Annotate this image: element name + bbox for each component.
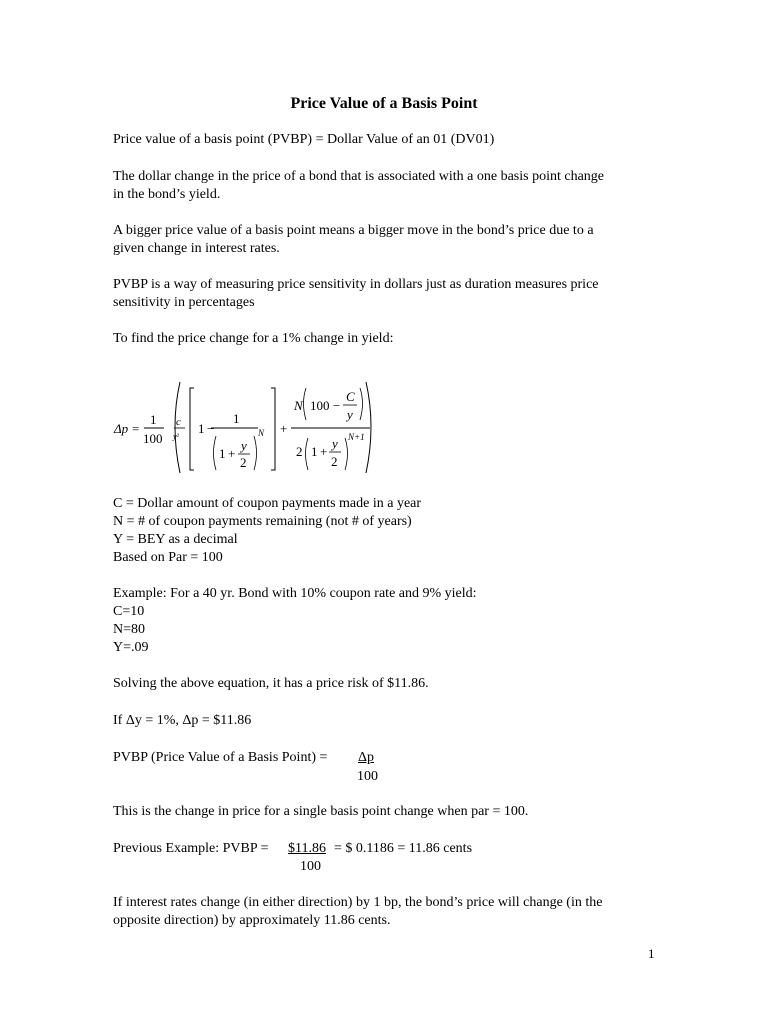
formula-c-den: y²	[173, 432, 179, 441]
formula-frac1-num: 1	[150, 412, 157, 427]
paragraph-sensitivity-2: sensitivity in percentages	[113, 295, 255, 310]
formula-minus-2: −	[333, 398, 341, 413]
formula-plus: +	[280, 421, 288, 436]
previous-example-lhs: Previous Example: PVBP =	[113, 841, 269, 856]
formula-hundred: 100	[310, 398, 330, 413]
formula-c-num: c	[176, 416, 181, 428]
definition-par: Based on Par = 100	[113, 550, 223, 565]
solving-line: Solving the above equation, it has a price risk of $11.86.	[113, 676, 429, 691]
previous-example-rhs: = $ 0.1186 = 11.86 cents	[334, 841, 473, 856]
formula-inner-y: y	[241, 438, 247, 453]
formula-lhs: Δp	[114, 421, 129, 436]
page-number: 1	[648, 946, 655, 961]
formula-y-2: y	[347, 407, 353, 422]
pvbp-formula-den: 100	[357, 769, 378, 784]
formula-exp-n1: N+1	[348, 432, 365, 442]
formula-exp-n: N	[258, 428, 265, 438]
previous-example-num: $11.86	[288, 841, 326, 856]
price-change-formula	[108, 378, 388, 478]
paragraph-dollar-change-1: The dollar change in the price of a bond that is associated with a one basis point change	[113, 169, 605, 184]
paragraph-sensitivity-1: PVBP is a way of measuring price sensitivity in dollars just as duration measures price	[113, 277, 599, 292]
pvbp-formula-num: Δp	[358, 750, 375, 765]
formula-den-y: y	[332, 436, 338, 451]
example-y: Y=.09	[113, 640, 149, 655]
pvbp-definition: Price value of a basis point (PVBP) = Dollar Value of an 01 (DV01)	[113, 132, 495, 147]
formula-frac1-den: 100	[143, 431, 163, 446]
change-note: This is the change in price for a single basis point change when par = 100.	[113, 804, 529, 819]
formula-inner-num: 1	[233, 411, 240, 426]
formula-minus: −	[207, 421, 215, 436]
formula-den-plus: +	[320, 444, 328, 459]
if-line: If Δy = 1%, Δp = $11.86	[113, 713, 252, 728]
formula-equals: =	[132, 421, 140, 436]
paragraph-dollar-change-2: in the bond’s yield.	[113, 187, 221, 202]
definition-c: C = Dollar amount of coupon payments made in a year	[113, 496, 422, 511]
example-n: N=80	[113, 622, 146, 637]
example-intro: Example: For a 40 yr. Bond with 10% coupon rate and 9% yield:	[113, 586, 477, 601]
page-title: Price Value of a Basis Point	[290, 95, 478, 112]
formula-den-two: 2	[296, 444, 303, 459]
formula-N: N	[294, 398, 303, 413]
paragraph-find-price-change: To find the price change for a 1% change in yield:	[113, 331, 394, 346]
pvbp-formula-lhs: PVBP (Price Value of a Basis Point) =	[113, 750, 328, 765]
definition-y: Y = BEY as a decimal	[113, 532, 238, 547]
paragraph-bigger-pvbp-1: A bigger price value of a basis point means a bigger move in the bond’s price due to a	[113, 223, 594, 238]
example-c: C=10	[113, 604, 145, 619]
conclusion-1: If interest rates change (in either direction) by 1 bp, the bond’s price will change (in the	[113, 895, 603, 910]
previous-example-den: 100	[300, 859, 321, 874]
formula-C: C	[346, 389, 355, 404]
formula-inner-plus: +	[228, 446, 236, 461]
conclusion-2: opposite direction) by approximately 11.86 cents.	[113, 913, 391, 928]
formula-den-one: 1	[311, 444, 318, 459]
formula-den-two-b: 2	[331, 454, 338, 469]
paragraph-bigger-pvbp-2: given change in interest rates.	[113, 241, 280, 256]
formula-one: 1	[198, 421, 205, 436]
formula-inner-two: 2	[240, 455, 247, 470]
definition-n: N = # of coupon payments remaining (not # of years)	[113, 514, 412, 529]
formula-inner-one: 1	[219, 446, 226, 461]
